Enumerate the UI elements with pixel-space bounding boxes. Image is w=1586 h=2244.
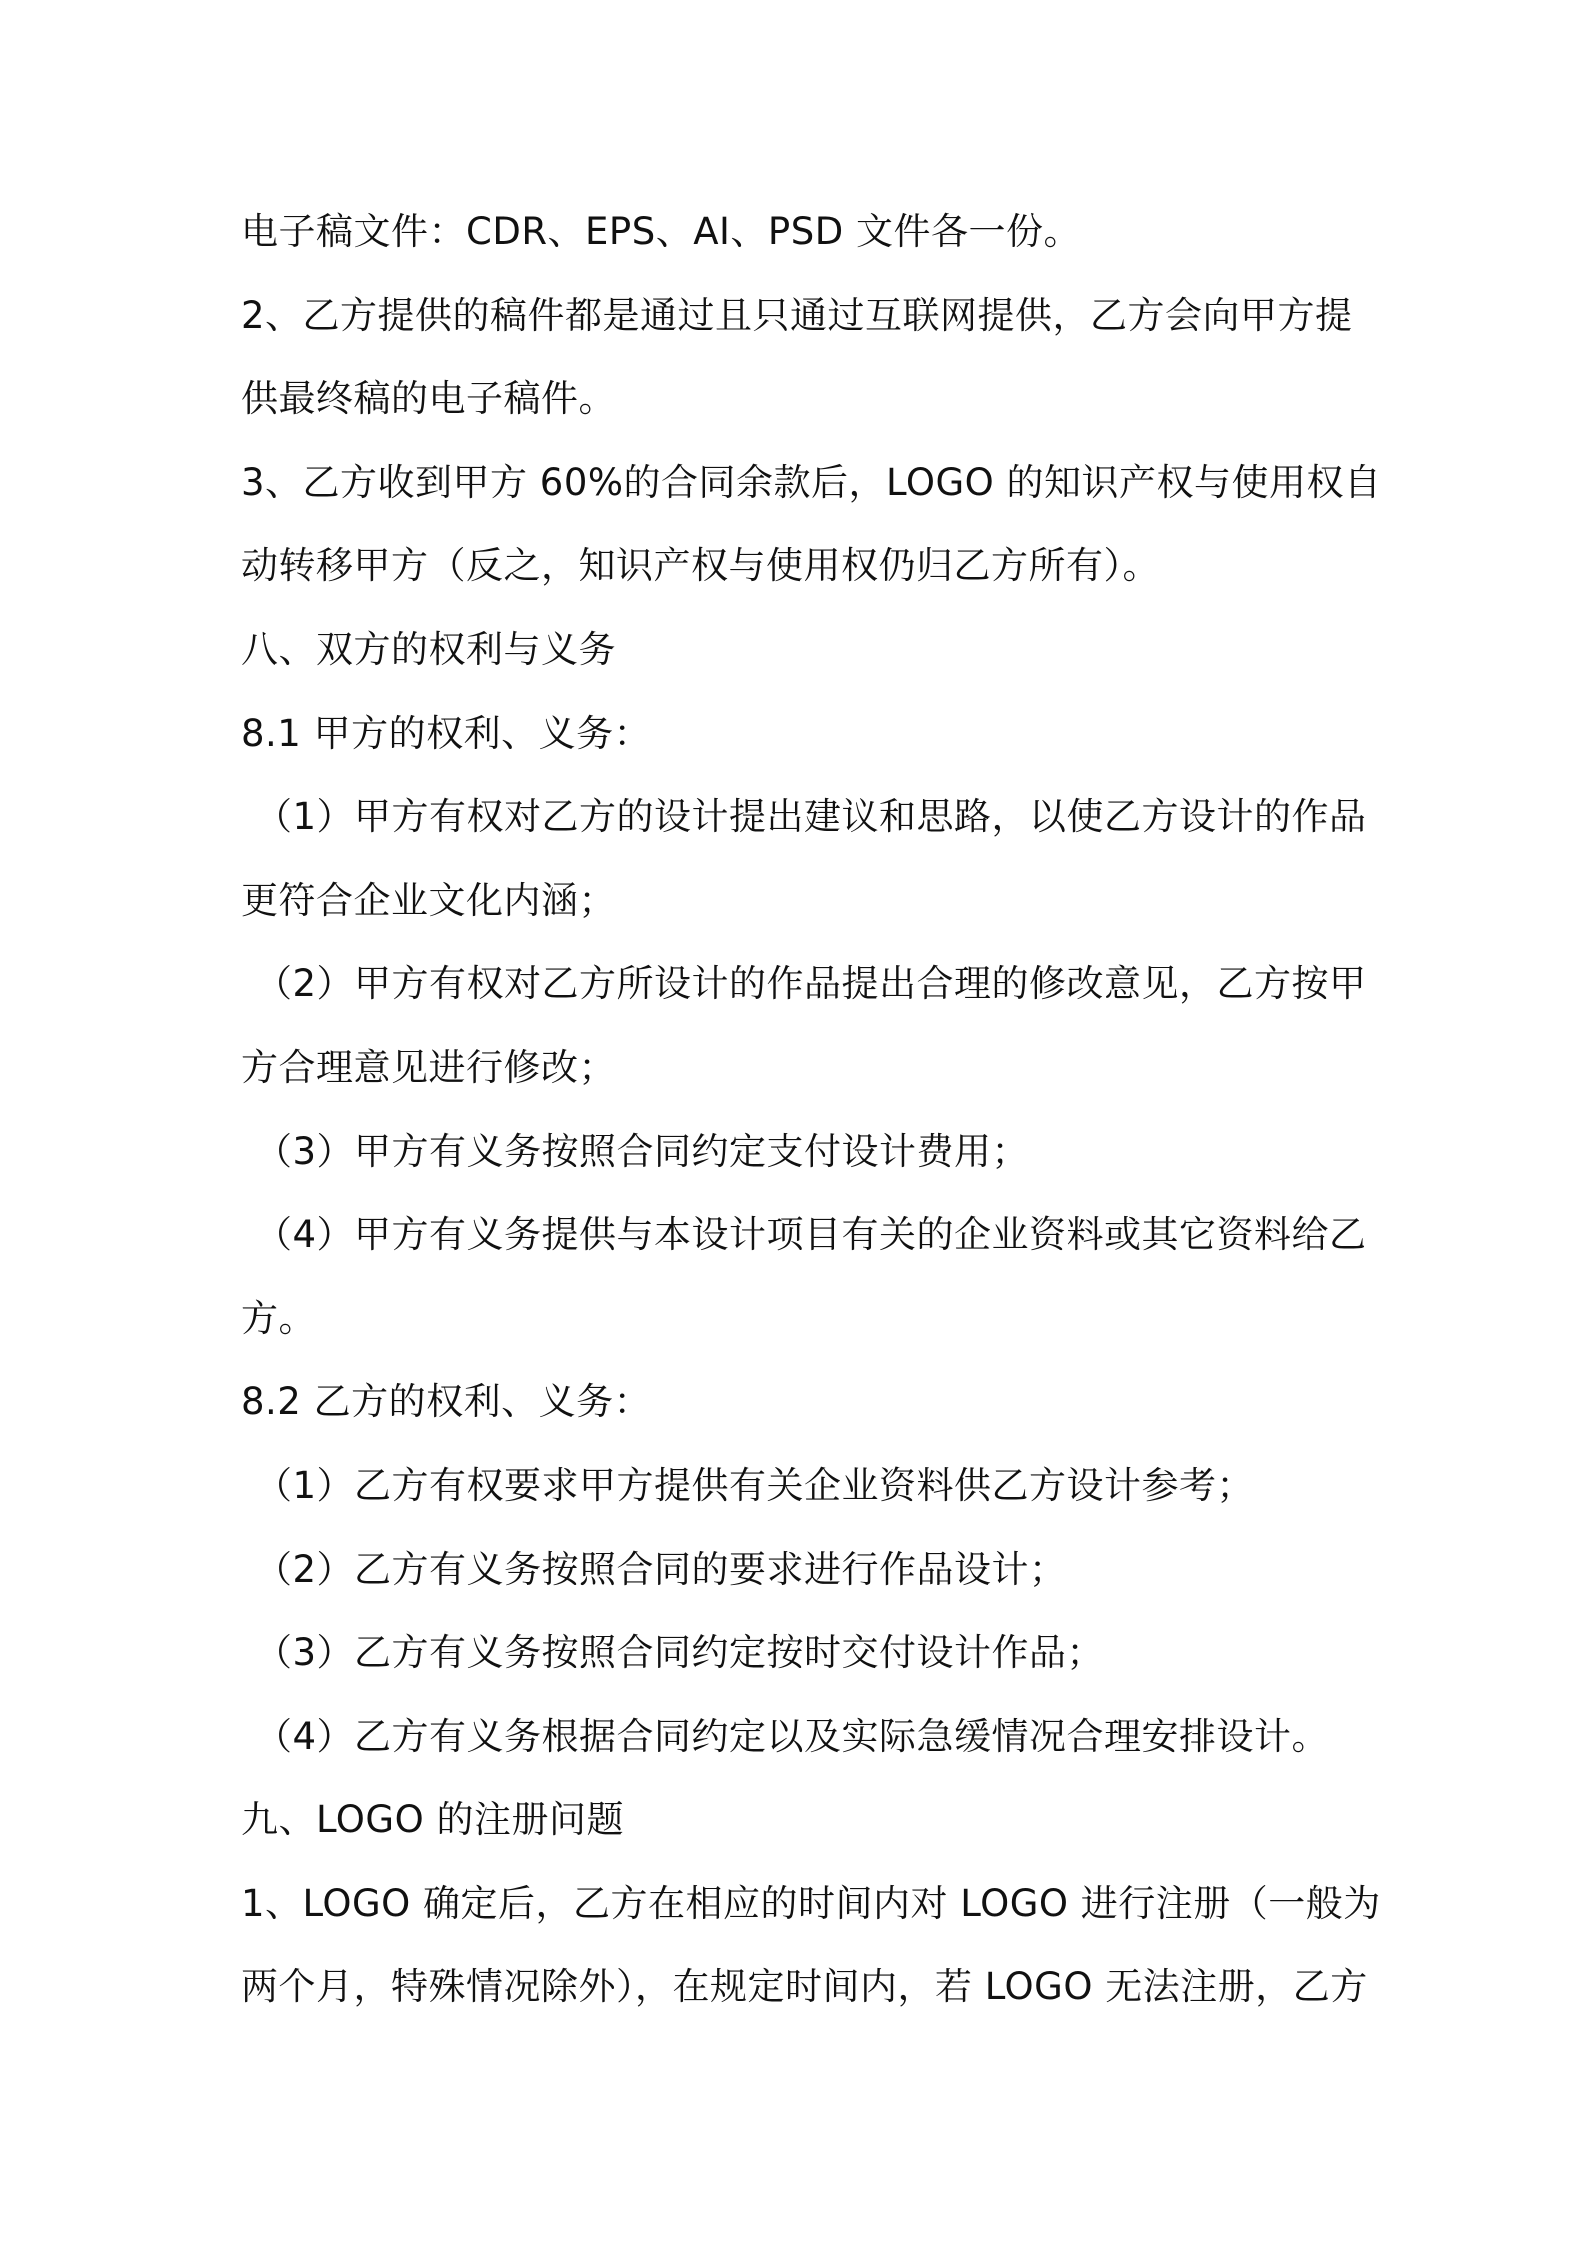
text-line: （4）乙方有义务根据合同约定以及实际急缓情况合理安排设计。 bbox=[255, 1714, 1330, 1758]
text-line: 两个月，特殊情况除外），在规定时间内，若 LOGO 无法注册，乙方 bbox=[241, 1965, 1368, 2009]
text-line: 动转移甲方（反之，知识产权与使用权仍归乙方所有）。 bbox=[241, 544, 1160, 588]
text-line: 1、LOGO 确定后，乙方在相应的时间内对 LOGO 进行注册（一般为 bbox=[241, 1881, 1381, 1925]
text-line: 8.2 乙方的权利、义务： bbox=[241, 1380, 652, 1424]
text-line: 更符合企业文化内涵； bbox=[241, 878, 616, 922]
text-line: 方合理意见进行修改； bbox=[241, 1045, 616, 1089]
text-line: （4）甲方有义务提供与本设计项目有关的企业资料或其它资料给乙 bbox=[255, 1213, 1367, 1257]
text-line: （3）甲方有义务按照合同约定支付设计费用； bbox=[255, 1129, 1030, 1173]
text-line: 供最终稿的电子稿件。 bbox=[241, 377, 616, 421]
text-line: 方。 bbox=[241, 1296, 316, 1340]
text-line: （1）甲方有权对乙方的设计提出建议和思路，以使乙方设计的作品 bbox=[255, 795, 1367, 839]
text-line: 九、LOGO 的注册问题 bbox=[241, 1798, 624, 1842]
text-line: 电子稿文件：CDR、EPS、AI、PSD 文件各一份。 bbox=[241, 210, 1081, 253]
text-line: （2）乙方有义务按照合同的要求进行作品设计； bbox=[255, 1547, 1067, 1591]
document-body bbox=[241, 190, 1382, 2029]
text-line: 3、乙方收到甲方 60%的合同余款后，LOGO 的知识产权与使用权自 bbox=[241, 460, 1382, 504]
text-line: 8.1 甲方的权利、义务： bbox=[241, 711, 652, 755]
text-line: （3）乙方有义务按照合同约定按时交付设计作品； bbox=[255, 1631, 1105, 1675]
text-line: （1）乙方有权要求甲方提供有关企业资料供乙方设计参考； bbox=[255, 1463, 1255, 1507]
text-line: （2）甲方有权对乙方所设计的作品提出合理的修改意见，乙方按甲 bbox=[255, 962, 1367, 1006]
text-line: 八、双方的权利与义务 bbox=[241, 627, 616, 671]
text-line: 2、乙方提供的稿件都是通过且只通过互联网提供，乙方会向甲方提 bbox=[241, 293, 1353, 337]
